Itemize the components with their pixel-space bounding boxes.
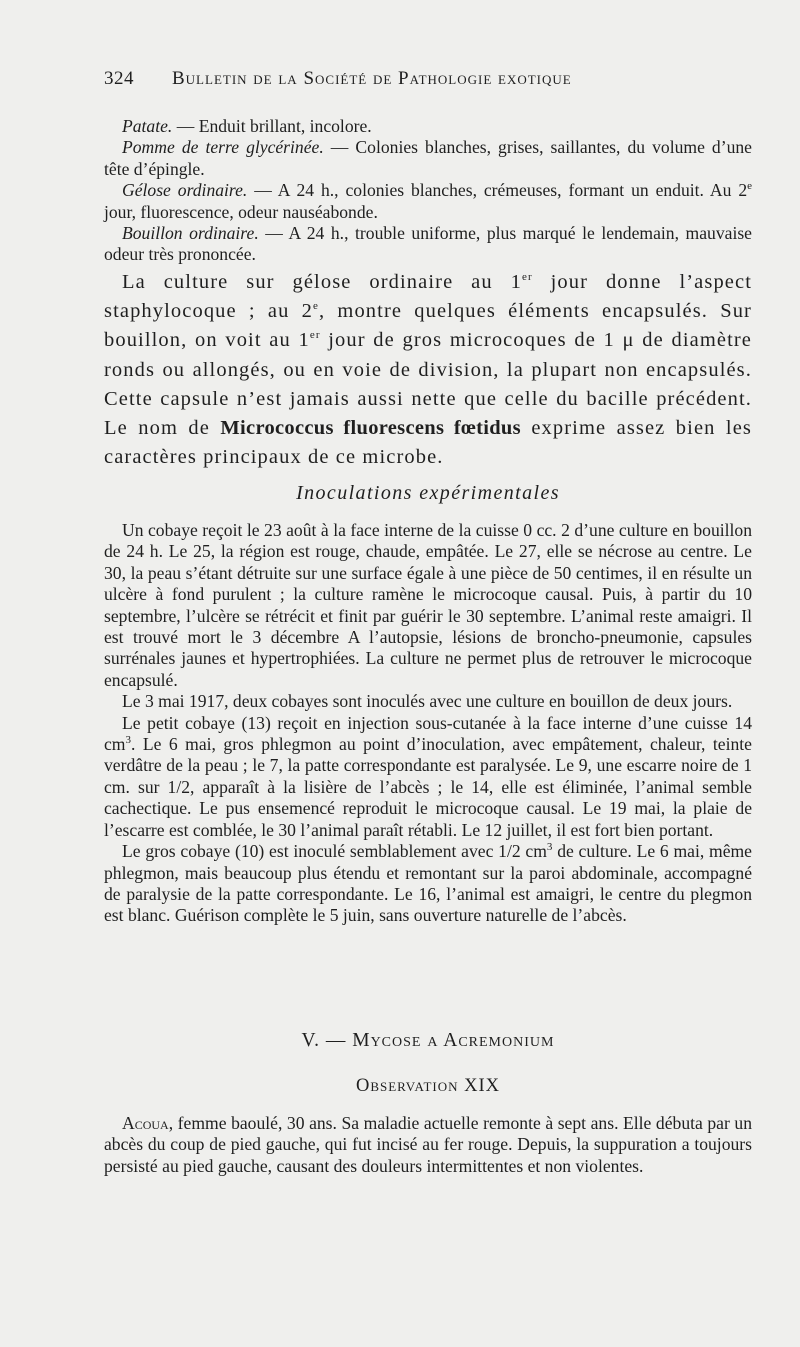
superscript: e: [313, 300, 319, 313]
culture-item: [104, 137, 752, 180]
text-run: La culture sur gélose ordinaire au 1: [122, 271, 522, 293]
culture-description-paragraph: [104, 268, 752, 472]
culture-item: [104, 116, 752, 137]
paragraph: [104, 713, 752, 841]
culture-text: — A 24 h., colonies blanches, crémeuses, formant un enduit. Au 2: [247, 180, 748, 201]
culture-item: [104, 180, 752, 223]
text-run: jour de gros microcoques de 1 μ de diamètre ronds ou allongés, ou en voie de division, la plupart non encapsulés. Cette capsule n’est jamais aussi nette que celle du bacille précédent. Le nom de: [104, 329, 752, 440]
inoculations-heading: [104, 482, 752, 505]
superscript: er: [521, 271, 533, 284]
section-heading: [104, 1030, 752, 1052]
page-number: 324: [104, 68, 134, 89]
superscript: er: [309, 329, 321, 342]
paragraph: Le 3 mai 1917, deux cobayes sont inoculés avec une culture en bouillon de deux jours.: [122, 691, 733, 712]
observation-body: [104, 1113, 752, 1177]
text-run: femme baoulé, 30 ans. Sa maladie actuelle remonte à sept ans. Elle débuta par un abcès du coup de pied gauche, qui fut incisé au fer rouge. Depuis, la suppuration a toujours persisté au pied gauche, causant des douleurs intermittentes et non violentes.: [104, 1113, 752, 1176]
culture-text: — A 24 h., trouble uniforme, plus marqué le lendemain, mauvaise odeur très prononcée.: [104, 223, 752, 265]
superscript: 3: [546, 841, 553, 854]
culture-text: — Colonies blanches, grises, saillantes, du volume d’une tête d’épingle.: [104, 137, 752, 179]
species-name: Micrococcus fluorescens fœtidus: [220, 417, 521, 440]
running-header: [104, 68, 754, 90]
superscript: 3: [125, 734, 131, 747]
paragraph: [104, 1113, 752, 1177]
culture-item: [104, 223, 752, 266]
patient-name: Acoua,: [122, 1113, 174, 1133]
observation-heading: [104, 1076, 752, 1097]
superscript: e: [747, 180, 753, 193]
text-run: Le gros cobaye (10) est inoculé semblablement avec 1/2 cm: [122, 841, 547, 862]
text-run: Le petit cobaye (13) reçoit en injection sous-cutanée à la face interne d’une cuisse 14 cm: [104, 712, 752, 755]
text-run: , montre quelques éléments encapsulés. Sur bouillon, on voit au 1: [104, 300, 752, 352]
culture-text: jour, fluorescence, odeur nauséabonde.: [104, 201, 378, 222]
text-run: de culture. Le 6 mai, même phlegmon, mais beaucoup plus étendu et remontant sur la paroi abdominale, accompagné de paralysie de la patte correspondante. Le 16, l’animal est amaigri, le centre du plegmon est blanc. Guérison complète le 5 juin, sans ouverture naturelle de l’abcès.: [104, 841, 752, 926]
paragraph: [104, 841, 752, 927]
culture-label: Bouillon ordinaire.: [122, 223, 259, 244]
section-subheading: Inoculations expérimentales: [296, 482, 560, 504]
inoculations-body: [104, 520, 752, 927]
observation-title: Observation XIX: [355, 1076, 501, 1096]
text-run: . Le 6 mai, gros phlegmon au point d’inoculation, avec empâtement, chaleur, teinte verdâtre de la peau ; le 7, la patte correspondante est paralysée. Le 9, une escarre noire de 1 cm. sur 1/2, apparaît à la lisière de l’abcès ; le 14, elle est éliminée, l’animal semble cachectique. Le pus ensemencé reproduit le microcoque causal. Le 19 mai, la plaie de l’escarre est comblée, le 30 l’animal paraît rétabli. Le 12 juillet, il est fort bien portant.: [104, 734, 752, 840]
text-run: jour donne l’aspect staphylocoque ; au 2: [104, 271, 752, 323]
culture-label: Patate.: [122, 116, 173, 136]
culture-text: — Enduit brillant, incolore.: [172, 116, 372, 136]
journal-title: Bulletin de la Société de Pathologie exotique: [172, 68, 572, 89]
culture-list: [104, 116, 752, 266]
section-title: V. — Mycose a Acremonium: [301, 1030, 555, 1051]
paragraph: Un cobaye reçoit le 23 août à la face interne de la cuisse 0 cc. 2 d’une culture en bouillon de 24 h. Le 25, la région est rouge, chaude, empâtée. Le 27, elle se nécrose au centre. Le 30, la peau s’étant détruite sur une surface égale à une pièce de 50 centimes, il en résulte un ulcère à fond purulent ; la culture ramène le microcoque causal. Puis, à partir du 10 septembre, l’ulcère se rétrécit et finit par guérir le 30 septembre. L’animal reste amaigri. Il est trouvé mort le 3 décembre A l’autopsie, lésions de broncho-pneumonie, capsules surrénales jaunes et hypertrophiées. La culture ne permet plus de retrouver le microcoque encapsulé.: [104, 520, 752, 690]
text-run: exprime assez bien les caractères principaux de ce microbe.: [104, 417, 752, 469]
culture-label: Pomme de terre glycérinée.: [122, 137, 324, 158]
culture-label: Gélose ordinaire.: [122, 180, 248, 201]
